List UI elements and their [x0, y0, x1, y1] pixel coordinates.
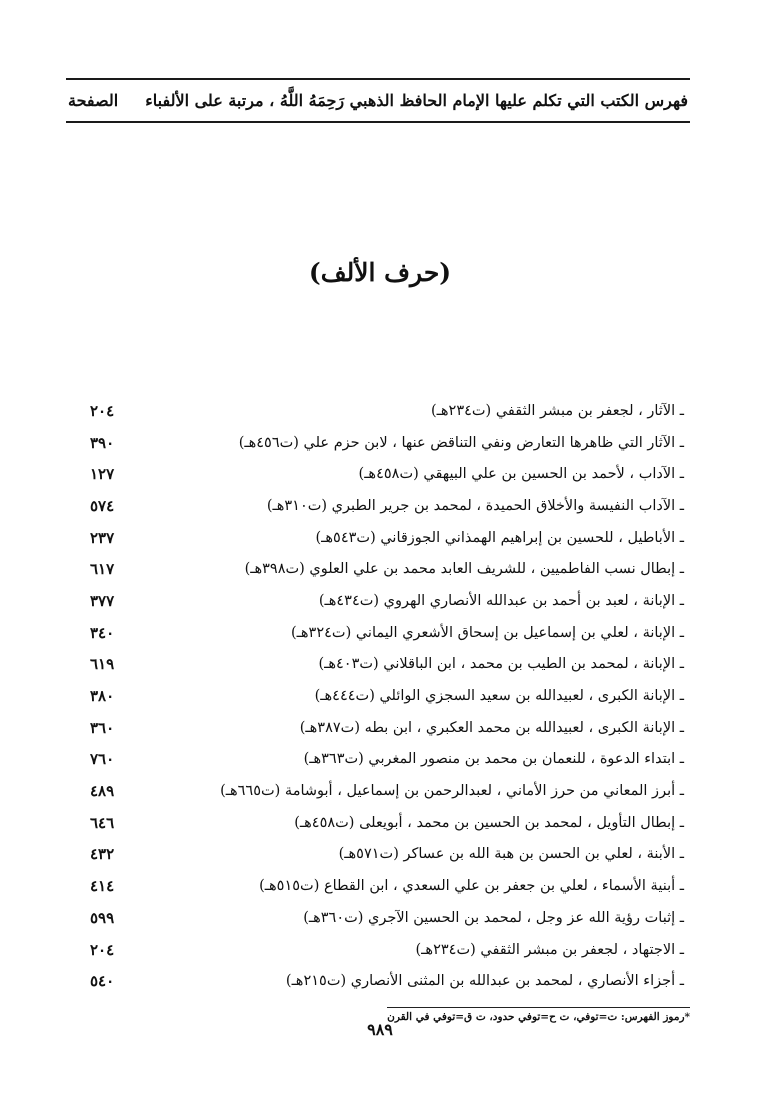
index-entry: [90, 395, 684, 427]
index-entry: [90, 490, 684, 522]
entry-page-number: ٢٣٧: [90, 528, 115, 547]
entry-page-number: ٣٦٠: [90, 718, 115, 737]
index-entry: [90, 870, 684, 902]
index-entry: [90, 744, 684, 776]
footnote: *رموز الفهرس: ت=توفي، ت ح=توفي حدود، ت ق=توفي في القرن: [387, 1007, 690, 1023]
entry-title: ـ إبطال التأويل ، لمحمد بن الحسين بن محمد ، أبويعلى (ت٤٥٨هـ): [294, 814, 684, 831]
entry-title: ـ الإبانة الكبرى ، لعبيدالله بن محمد العكبري ، ابن بطه (ت٣٨٧هـ): [299, 719, 684, 736]
index-entry: [90, 712, 684, 744]
entry-title: ـ الأبنة ، لعلي بن الحسن بن هبة الله بن عساكر (ت٥٧١هـ): [338, 846, 684, 863]
page-column-label: الصفحة: [68, 91, 119, 110]
entry-title: ـ الإبانة الكبرى ، لعبيدالله بن سعيد السجزي الوائلي (ت٤٤٤هـ): [314, 688, 684, 705]
entry-page-number: ٤٨٩: [90, 782, 115, 801]
entry-title: ـ الاجتهاد ، لجعفر بن مبشر الثقفي (ت٢٣٤هـ): [415, 941, 684, 958]
entry-title: ـ الإبانة ، لمحمد بن الطيب بن محمد ، ابن الباقلاني (ت٤٠٣هـ): [318, 656, 684, 673]
entry-page-number: ٤١٤: [90, 877, 115, 896]
entry-page-number: ٢٠٤: [90, 401, 115, 420]
entry-title: ـ الآثار التي ظاهرها التعارض ونفي التناقض عنها ، لابن حزم علي (ت٤٥٦هـ): [238, 434, 684, 451]
index-entry: [90, 902, 684, 934]
header-title: فهرس الكتب التي تكلم عليها الإمام الحافظ الذهبي رَحِمَهُ اللَّهُ ، مرتبة على الألفباء: [145, 91, 688, 110]
entry-title: ـ الإبانة ، لعبد بن أحمد بن عبدالله الأنصاري الهروي (ت٤٣٤هـ): [318, 592, 684, 609]
index-entry: [90, 807, 684, 839]
page-header: [66, 78, 690, 123]
index-entry: [90, 617, 684, 649]
entry-page-number: ٤٣٢: [90, 845, 115, 864]
index-list: [90, 395, 684, 997]
entry-title: ـ الإبانة ، لعلي بن إسماعيل بن إسحاق الأشعري اليماني (ت٣٢٤هـ): [290, 624, 684, 641]
entry-page-number: ٦١٩: [90, 655, 115, 674]
entry-page-number: ٥٧٤: [90, 496, 115, 515]
index-entry: [90, 965, 684, 997]
index-entry: [90, 585, 684, 617]
page-number: ٩٨٩: [367, 1020, 393, 1039]
index-entry: [90, 649, 684, 681]
index-entry: [90, 775, 684, 807]
index-entry: [90, 458, 684, 490]
entry-page-number: ٣٤٠: [90, 623, 115, 642]
entry-title: ـ الآثار ، لجعفر بن مبشر الثقفي (ت٢٣٤هـ): [430, 402, 684, 419]
entry-title: ـ أبنية الأسماء ، لعلي بن جعفر بن علي السعدي ، ابن القطاع (ت٥١٥هـ): [259, 878, 684, 895]
entry-page-number: ٣٧٧: [90, 591, 115, 610]
index-entry: [90, 839, 684, 871]
index-entry: [90, 934, 684, 966]
entry-title: ـ أبرز المعاني من حرز الأماني ، لعبدالرحمن بن إسماعيل ، أبوشامة (ت٦٦٥هـ): [220, 783, 684, 800]
index-entry: [90, 553, 684, 585]
entry-page-number: ٣٨٠: [90, 687, 115, 706]
entry-title: ـ الآداب النفيسة والأخلاق الحميدة ، لمحمد بن جرير الطبري (ت٣١٠هـ): [266, 497, 684, 514]
section-title: (حرف الألف): [308, 258, 452, 287]
entry-title: ـ الأباطيل ، للحسين بن إبراهيم الهمذاني الجوزقاني (ت٥٤٣هـ): [315, 529, 684, 546]
index-entry: [90, 522, 684, 554]
entry-page-number: ٥٩٩: [90, 908, 115, 927]
entry-page-number: ٦١٧: [90, 560, 115, 579]
entry-title: ـ إبطال نسب الفاطميين ، للشريف العابد محمد بن علي العلوي (ت٣٩٨هـ): [244, 561, 684, 578]
entry-title: ـ الآداب ، لأحمد بن الحسين بن علي البيهقي (ت٤٥٨هـ): [358, 466, 684, 483]
entry-title: ـ ابتداء الدعوة ، للنعمان بن محمد بن منصور المغربي (ت٣٦٣هـ): [303, 751, 684, 768]
index-entry: [90, 427, 684, 459]
index-entry: [90, 680, 684, 712]
entry-page-number: ٧٦٠: [90, 750, 115, 769]
entry-title: ـ إثبات رؤية الله عز وجل ، لمحمد بن الحسين الآجري (ت٣٦٠هـ): [303, 909, 684, 926]
entry-page-number: ٣٩٠: [90, 433, 115, 452]
entry-page-number: ٦٤٦: [90, 813, 115, 832]
entry-page-number: ٥٤٠: [90, 972, 115, 991]
entry-title: ـ أجزاء الأنصاري ، لمحمد بن عبدالله بن المثنى الأنصاري (ت٢١٥هـ): [285, 973, 684, 990]
entry-page-number: ٢٠٤: [90, 940, 115, 959]
entry-page-number: ١٢٧: [90, 465, 115, 484]
